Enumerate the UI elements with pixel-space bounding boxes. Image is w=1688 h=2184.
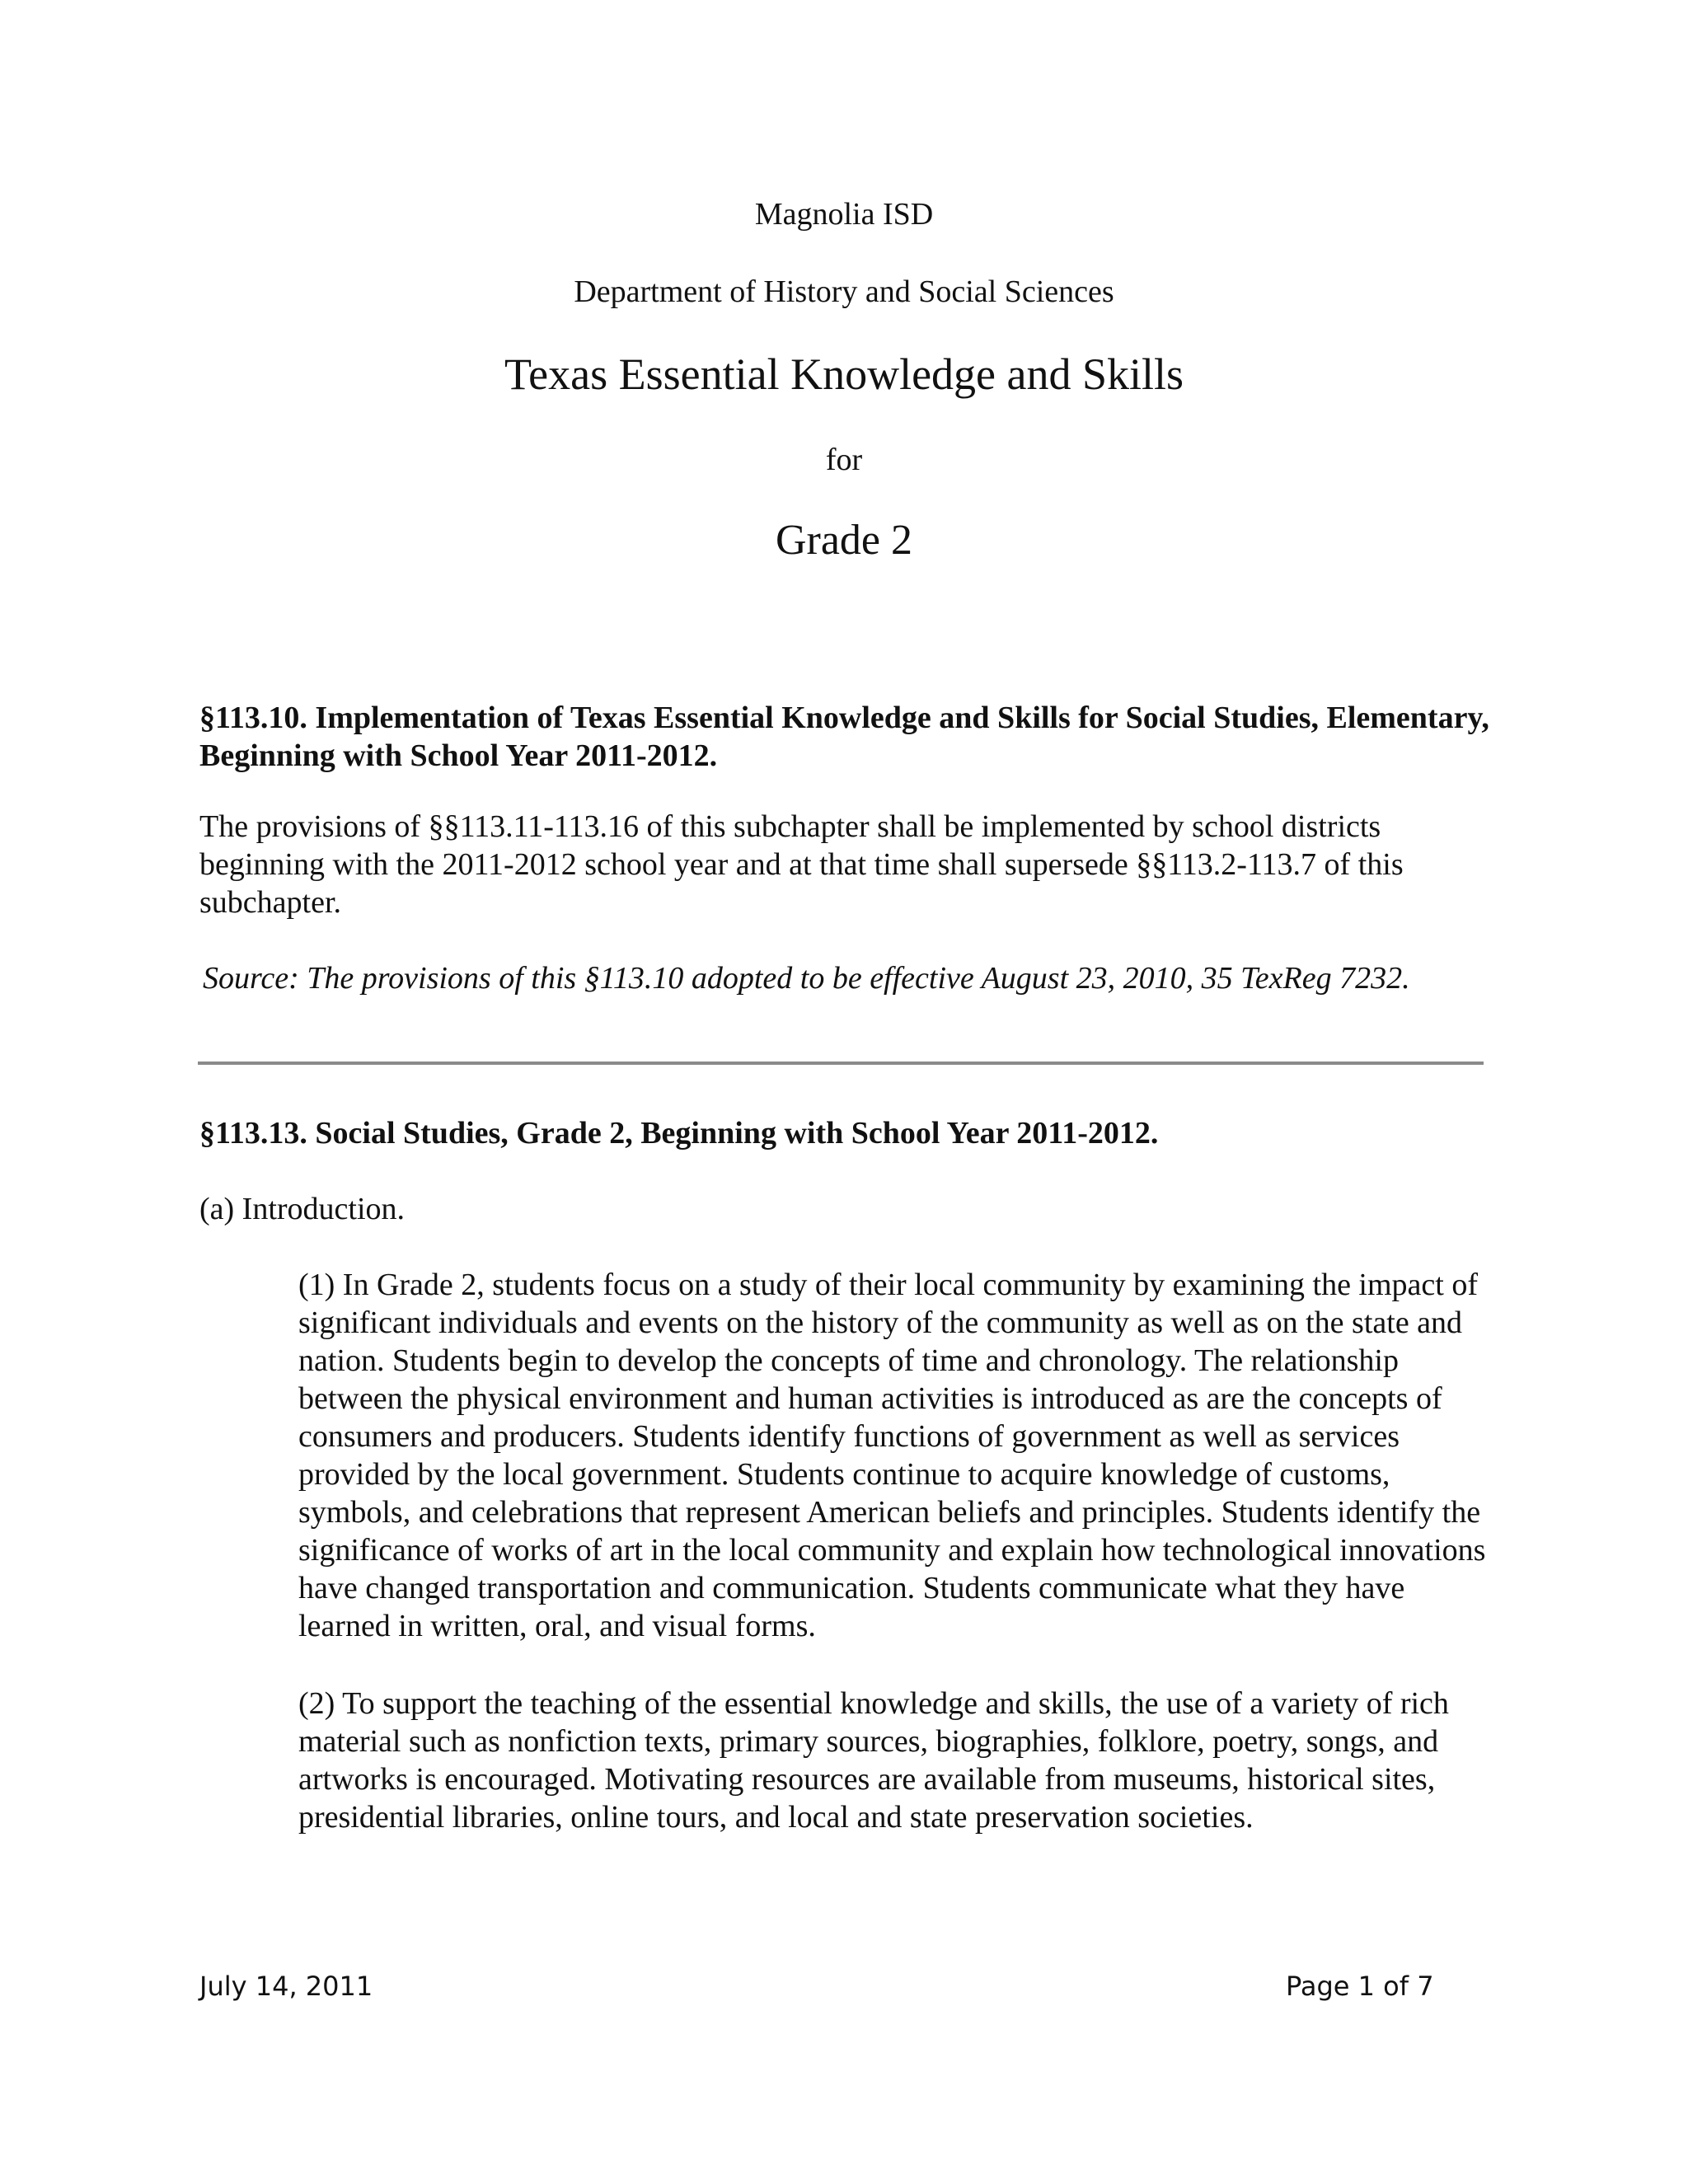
introduction-label: (a) Introduction. <box>199 1192 406 1226</box>
document-title: Texas Essential Knowledge and Skills <box>504 349 1184 399</box>
title-connector: for <box>825 443 863 477</box>
department-name: Department of History and Social Sciences <box>574 274 1114 309</box>
footer-date: July 14, 2011 <box>199 1971 373 2002</box>
introduction-paragraph-2: (2) To support the teaching of the essential knowledge and skills, the use of a variety of rich material such as nonfiction texts, primary sources, biographies, folklore, poetry, songs, and artworks is encouraged. Motivating resources are available from museums, historical sites, presidential libraries, online tours, and local and state preservation societies. <box>298 1686 1449 1835</box>
introduction-paragraph-1: (1) In Grade 2, students focus on a study of their local community by examining the impact of significant individuals and events on the history of the community as well as on the state and nation. Students begin to develop the concepts of time and chronology. The relationship between the physical environment and human activities is introduced as are the concepts of consumers and producers. Students identify functions of government as well as services provided by the local government. Students continue to acquire knowledge of customs, symbols, and celebrations that represent American beliefs and principles. Students identify the significance of works of art in the local community and explain how technological innovations have changed transportation and communication. Students communicate what they have learned in written, oral, and visual forms. <box>298 1268 1486 1643</box>
implementation-section-heading: §113.10. Implementation of Texas Essential Knowledge and Skills for Social Studies, Elementary, Beginning with School Year 2011-2012. <box>199 701 1489 773</box>
grade-title: Grade 2 <box>775 517 913 564</box>
district-name: Magnolia ISD <box>754 197 934 232</box>
footer-page-number: Page 1 of 7 <box>1286 1971 1434 2002</box>
implementation-section-source: Source: The provisions of this §113.10 adopted to be effective August 23, 2010, 35 TexReg 7232. <box>203 961 1410 996</box>
section-divider <box>198 1062 1484 1065</box>
grade2-section-heading: §113.13. Social Studies, Grade 2, Beginning with School Year 2011-2012. <box>199 1116 1159 1151</box>
implementation-section-body: The provisions of §§113.11-113.16 of this subchapter shall be implemented by school districts beginning with the 2011-2012 school year and at that time shall supersede §§113.2-113.7 of this subchapter. <box>199 809 1404 920</box>
